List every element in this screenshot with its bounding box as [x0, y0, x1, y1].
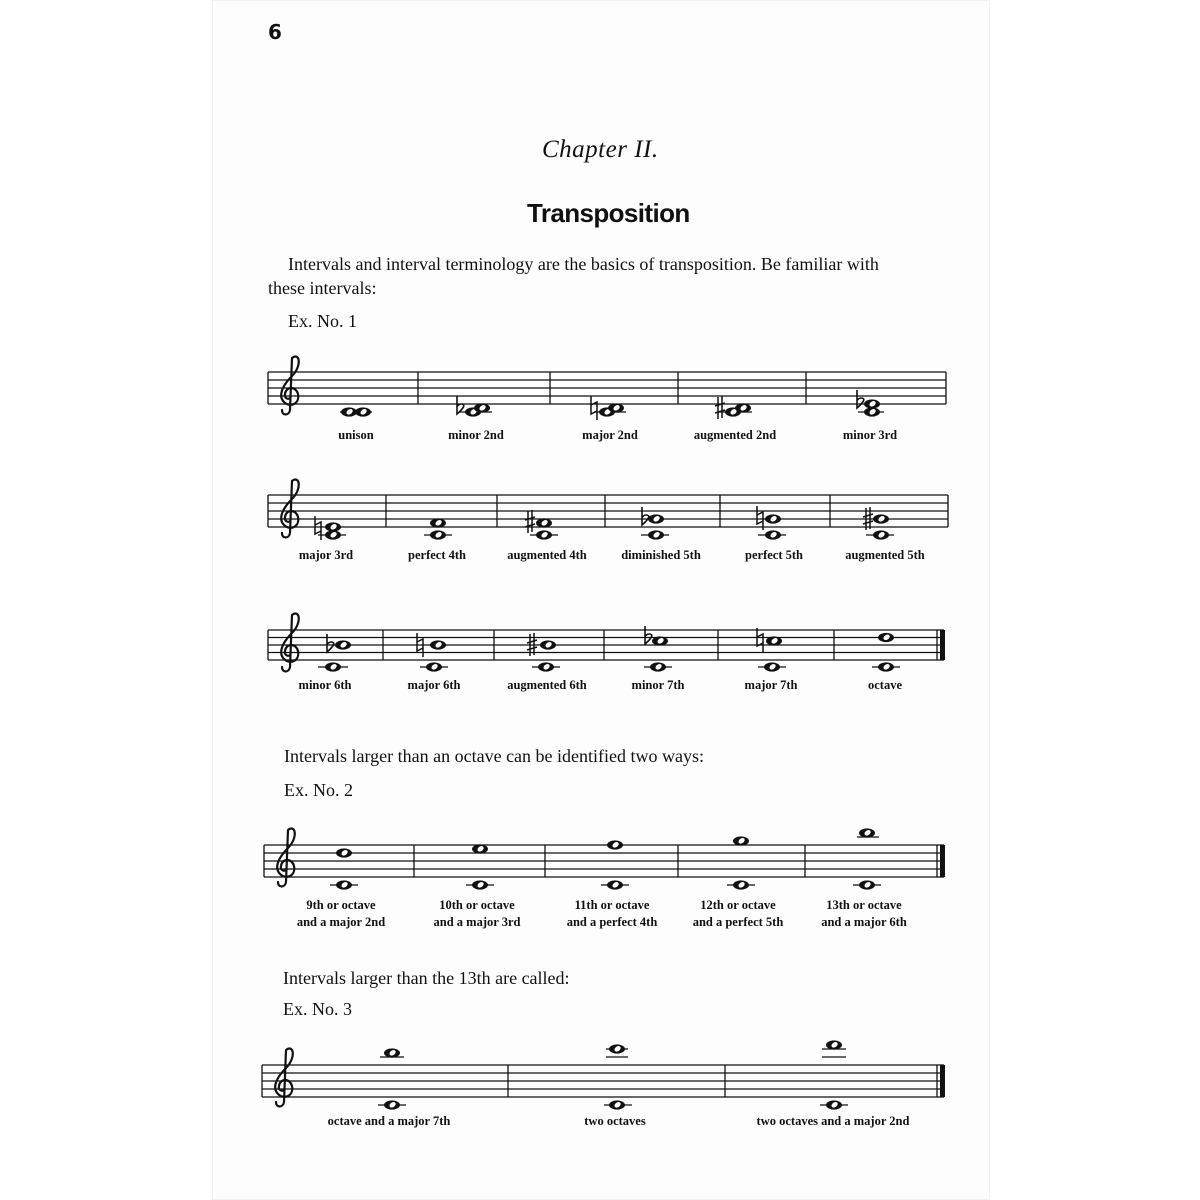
interval-label: augmented 5th	[845, 548, 925, 562]
compound-interval-label: 9th or octave and a major 2nd	[296, 898, 386, 929]
interval-label: minor 7th	[631, 678, 685, 692]
interval-label: perfect 4th	[408, 548, 466, 562]
interval-label: perfect 5th	[745, 548, 803, 562]
interval-label: minor 6th	[298, 678, 352, 692]
compound-interval-label: 11th or octave and a perfect 4th	[566, 898, 658, 929]
example-3-intro: Intervals larger than the 13th are called:	[283, 968, 570, 988]
example-1-label: Ex. No. 1	[288, 311, 357, 331]
staff-row-2	[268, 480, 948, 540]
interval-label: minor 2nd	[448, 428, 504, 442]
compound-interval-label: 10th or octave and a major 3rd	[433, 898, 521, 929]
interval-label: major 3rd	[298, 548, 354, 562]
interval-label: unison	[338, 428, 374, 442]
compound-interval-label: 13th or octave and a major 6th	[821, 898, 907, 929]
interval-label: octave	[867, 678, 903, 692]
example-2-intro: Intervals larger than an octave can be identified two ways:	[284, 746, 705, 766]
staff-row-3	[268, 614, 945, 672]
staff-example-3	[262, 1040, 945, 1109]
interval-label: major 7th	[744, 678, 798, 692]
interval-label: two octaves	[584, 1114, 646, 1128]
interval-label: major 6th	[407, 678, 461, 692]
interval-label: octave and a major 7th	[327, 1114, 451, 1128]
interval-label: diminished 5th	[621, 548, 701, 562]
example-2-label: Ex. No. 2	[284, 780, 353, 800]
page-title: Transposition	[527, 198, 690, 228]
interval-label: augmented 6th	[507, 678, 587, 692]
interval-label: two octaves and a major 2nd	[756, 1114, 910, 1128]
chapter-heading: Chapter II.	[542, 136, 659, 163]
interval-label: augmented 4th	[507, 548, 587, 562]
interval-label: augmented 2nd	[693, 428, 777, 442]
interval-label: major 2nd	[582, 428, 638, 442]
intro-line-1: Intervals and interval terminology are the basics of transposition. Be familiar with	[288, 254, 879, 274]
staff-example-2	[264, 828, 945, 889]
compound-interval-label: 12th or octave and a perfect 5th	[692, 898, 784, 929]
page-number: 6	[268, 20, 282, 44]
example-3-label: Ex. No. 3	[283, 999, 352, 1019]
staff-row-1	[268, 357, 946, 420]
intro-line-2: these intervals:	[268, 278, 377, 298]
interval-label: minor 3rd	[842, 428, 898, 442]
